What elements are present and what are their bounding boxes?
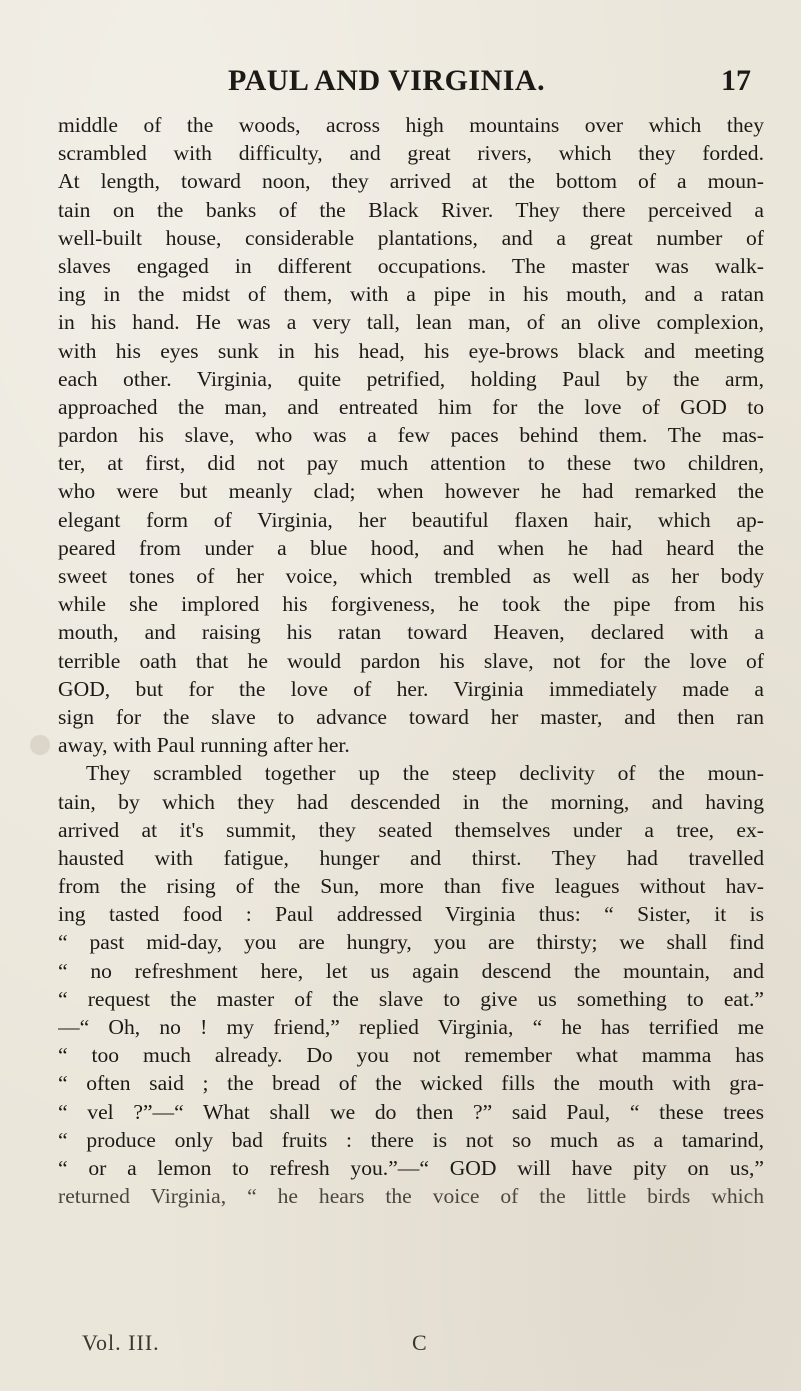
text-line: “ past mid-day, you are hungry, you are thirsty; we shall find bbox=[58, 930, 764, 955]
text-line: with his eyes sunk in his head, his eye-brows black and meeting bbox=[58, 338, 764, 363]
text-line: elegant form of Virginia, her beautiful flaxen hair, which ap- bbox=[58, 507, 764, 532]
text-line: well-built house, considerable plantations, and a great number of bbox=[58, 225, 764, 250]
text-line: who were but meanly clad; when however he had remarked the bbox=[58, 479, 764, 504]
text-line: sweet tones of her voice, which trembled as well as her body bbox=[58, 564, 764, 588]
text-line: tain on the banks of the Black River. They there perceived a bbox=[58, 197, 764, 222]
page-footer bbox=[82, 1328, 682, 1358]
text-line: approached the man, and entreated him for the love of GOD to bbox=[58, 394, 764, 419]
text-line: hausted with fatigue, hunger and thirst. They had travelled bbox=[58, 845, 764, 870]
text-line: tain, by which they had descended in the morning, and having bbox=[58, 789, 764, 814]
text-line: in his hand. He was a very tall, lean man, of an olive complexion, bbox=[58, 310, 764, 335]
running-head bbox=[0, 66, 801, 106]
text-line: mouth, and raising his ratan toward Heaven, declared with a bbox=[58, 620, 764, 645]
text-line: slaves engaged in different occupations. The master was walk- bbox=[58, 253, 764, 278]
text-line: “ request the master of the slave to give us something to eat.” bbox=[58, 986, 764, 1011]
text-line: —“ Oh, no ! my friend,” replied Virginia, “ he has terrified me bbox=[58, 1015, 764, 1039]
text-line: “ vel ?”—“ What shall we do then ?” said Paul, “ these trees bbox=[58, 1099, 764, 1124]
text-line: middle of the woods, across high mountains over which they bbox=[58, 113, 764, 137]
text-line: They scrambled together up the steep declivity of the moun- bbox=[86, 761, 764, 786]
text-line: peared from under a blue hood, and when he had heard the bbox=[58, 535, 764, 560]
volume-mark: Vol. III. bbox=[82, 1330, 160, 1355]
text-line: away, with Paul running after her. bbox=[58, 733, 350, 758]
signature-mark: C bbox=[412, 1330, 427, 1355]
text-line: ter, at first, did not pay much attention to these two children, bbox=[58, 451, 764, 476]
page-number: 17 bbox=[721, 64, 751, 97]
text-line: sign for the slave to advance toward her master, and then ran bbox=[58, 704, 764, 729]
text-line: arrived at it's summit, they seated themselves under a tree, ex- bbox=[58, 817, 764, 842]
text-line: returned Virginia, “ he hears the voice of the little birds which bbox=[58, 1184, 764, 1209]
body-text bbox=[58, 111, 764, 1210]
text-line: each other. Virginia, quite petrified, holding Paul by the arm, bbox=[58, 366, 764, 391]
text-line: “ often said ; the bread of the wicked fills the mouth with gra- bbox=[58, 1071, 764, 1096]
text-line: At length, toward noon, they arrived at the bottom of a moun- bbox=[58, 169, 764, 194]
text-line: ing tasted food : Paul addressed Virginia thus: “ Sister, it is bbox=[58, 902, 764, 927]
text-line: scrambled with difficulty, and great rivers, which they forded. bbox=[58, 141, 764, 166]
text-line: while she implored his forgiveness, he took the pipe from his bbox=[58, 592, 764, 617]
text-line: “ no refreshment here, let us again descend the mountain, and bbox=[58, 958, 764, 983]
text-line: ing in the midst of them, with a pipe in his mouth, and a ratan bbox=[58, 282, 764, 307]
text-line: terrible oath that he would pardon his slave, not for the love of bbox=[58, 648, 764, 673]
text-line: GOD, but for the love of her. Virginia immediately made a bbox=[58, 676, 764, 701]
text-line: from the rising of the Sun, more than five leagues without hav- bbox=[58, 874, 764, 899]
text-line: “ produce only bad fruits : there is not so much as a tamarind, bbox=[58, 1127, 764, 1152]
text-line: “ too much already. Do you not remember what mamma has bbox=[58, 1043, 764, 1068]
paper-stain bbox=[30, 735, 50, 755]
text-line: pardon his slave, who was a few paces behind them. The mas- bbox=[58, 423, 764, 448]
running-title: PAUL AND VIRGINIA. bbox=[228, 64, 546, 97]
text-line: “ or a lemon to refresh you.”—“ GOD will have pity on us,” bbox=[58, 1155, 764, 1180]
